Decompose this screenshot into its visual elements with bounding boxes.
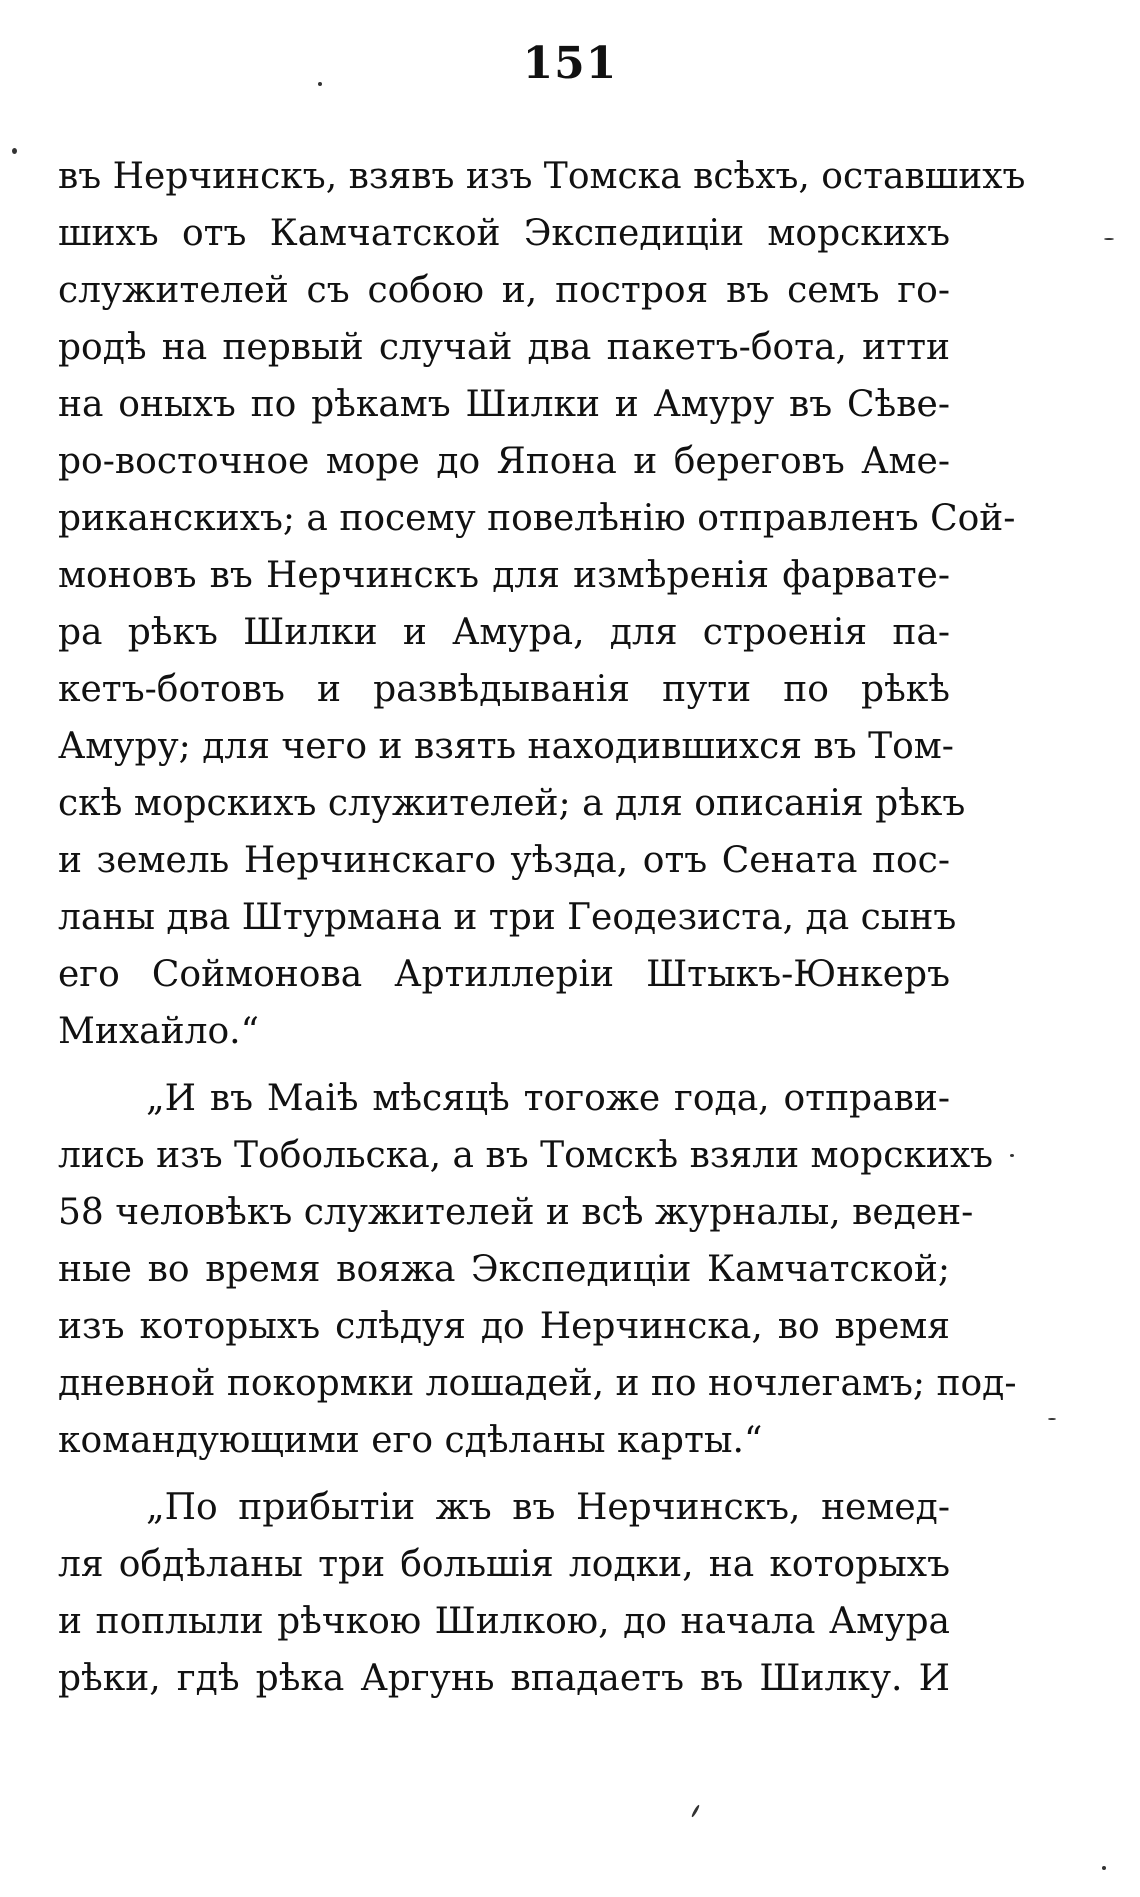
text-line: „По прибытіи жъ въ Нерчинскъ, немед- [146,1487,950,1528]
text-line: лись изъ Тобольска, а въ Томскѣ взяли морскихъ [58,1135,994,1176]
text-line: ные во время вояжа Экспедиціи Камчатской; [58,1249,950,1290]
text-line: моновъ въ Нерчинскъ для измѣренія фарвате- [58,555,950,596]
scan-speck [318,82,322,86]
text-line: 58 человѣкъ служителей и всѣ журналы, веден- [58,1192,974,1233]
paragraph-3 [58,1479,950,1707]
paragraph-1 [58,148,1026,1060]
text-line: служителей съ собою и, построя въ семъ го- [58,270,950,311]
text-line: родѣ на первый случай два пакетъ-бота, итти [58,327,950,368]
body-text [58,148,1026,1707]
scan-speck [691,1804,701,1818]
scan-speck [12,148,17,154]
text-line: „И въ Маіѣ мѣсяцѣ тогоже года, отправи- [146,1078,950,1119]
text-line: рѣки, гдѣ рѣка Аргунь впадаетъ въ Шилку. И [58,1658,950,1699]
scan-speck [1102,1866,1106,1870]
text-line: ро-восточное море до Япона и береговъ Аме- [58,441,950,482]
text-line: въ Нерчинскъ, взявъ изъ Томска всѣхъ, оставшихъ [58,156,1026,197]
text-line: на оныхъ по рѣкамъ Шилки и Амуру въ Сѣве- [58,384,950,425]
scan-speck [1010,1154,1014,1157]
page-number: 151 [522,38,618,89]
scan-speck [1048,1418,1056,1420]
text-line: командующими его сдѣланы карты.“ [58,1420,763,1461]
paragraph-2 [58,1070,1017,1469]
text-line: Михайло.“ [58,1011,260,1052]
text-line: изъ которыхъ слѣдуя до Нерчинска, во время [58,1306,950,1347]
text-line: скѣ морскихъ служителей; а для описанія рѣкъ [58,783,966,824]
text-line: дневной покормки лошадей, и по ночлегамъ; под- [58,1363,1017,1404]
text-line: и земель Нерчинскаго уѣзда, отъ Сената пос- [58,840,950,881]
text-line: ланы два Штурмана и три Геодезиста, да сынъ [58,897,957,938]
text-line: ля обдѣланы три большія лодки, на которыхъ [58,1544,950,1585]
text-line: ра рѣкъ Шилки и Амура, для строенія па- [58,612,950,653]
scan-speck [1104,238,1114,240]
text-line: Амуру; для чего и взять находившихся въ Том- [58,726,954,767]
text-line: риканскихъ; а посему повелѣнію отправленъ Сой- [58,498,1016,539]
text-line: шихъ отъ Камчатской Экспедиціи морскихъ [58,213,950,254]
text-line: его Соймонова Артиллеріи Штыкъ-Юнкеръ [58,954,950,995]
text-line: кетъ-ботовъ и развѣдыванія пути по рѣкѣ [58,669,950,710]
text-line: и поплыли рѣчкою Шилкою, до начала Амура [58,1601,950,1642]
